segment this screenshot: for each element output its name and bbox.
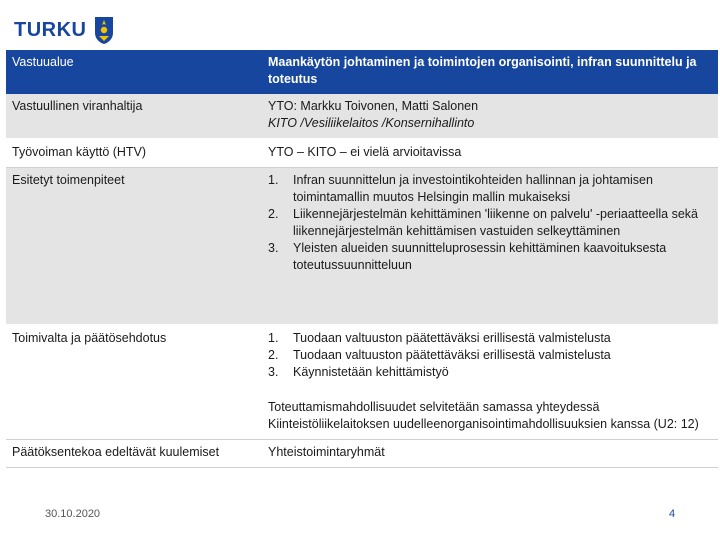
table-row [6,168,718,326]
row-value-line: YTO: Markku Toivonen, Matti Salonen [268,99,479,113]
list-number: 3. [268,365,279,379]
row-value: Maankäytön johtaminen ja toimintojen organisointi, infran suunnittelu ja toteutus [256,50,718,94]
table-row [6,139,718,168]
row-value: YTO – KITO – ei vielä arvioitavissa [256,139,718,168]
list-item [268,172,712,206]
list-text: Liikennejärjestelmän kehittäminen 'liikenne on palvelu' -periaatteella sekä liikennejärjestelmän kehittämisen vastuiden selkeyttäminen [293,207,699,238]
list-number: 3. [268,241,279,255]
footer-date: 30.10.2020 [45,508,101,520]
measures-list [268,172,712,274]
list-item [268,330,712,347]
list-number: 2. [268,348,279,362]
row-value: Yhteistoimintaryhmät [256,440,718,468]
list-item [268,364,712,381]
row-label: Vastuullinen viranhaltija [6,94,256,139]
list-number: 2. [268,207,279,221]
row-label: Työvoiman käyttö (HTV) [6,139,256,168]
responsibility-table [6,50,718,468]
list-text: Yleisten alueiden suunnitteluprosessin kehittäminen kaavoituksesta toteutussuunnitteluun [293,241,667,272]
table-row [6,440,718,468]
list-number: 1. [268,331,279,345]
turku-logo [14,14,115,46]
row-label: Vastuualue [6,50,256,94]
list-text: Infran suunnittelun ja investointikohteiden hallinnan ja johtamisen toimintamallin muutos Helsingin mallin mukaiseksi [293,173,653,204]
list-item [268,240,712,274]
row-value [256,94,718,139]
decision-note: Toteuttamismahdollisuudet selvitetään samassa yhteydessä Kiinteistöliikelaitoksen uudelleenorganisointimahdollisuuksien kanssa (U2: 12) [268,400,699,431]
list-number: 1. [268,173,279,187]
list-item [268,347,712,364]
list-text: Tuodaan valtuuston päätettäväksi erillisestä valmistelusta [293,331,611,345]
table-row [6,94,718,139]
city-crest-icon [93,15,115,45]
row-value [256,168,718,326]
row-label: Toimivalta ja päätösehdotus [6,325,256,440]
row-label: Esitetyt toimenpiteet [6,168,256,326]
table-row [6,50,718,94]
logo-text: TURKU [14,18,87,41]
list-item [268,206,712,240]
row-value-line: KITO /Vesiliikelaitos /Konsernihallinto [268,116,475,130]
decision-list [268,330,712,381]
row-value [256,325,718,440]
row-label: Päätöksentekoa edeltävät kuulemiset [6,440,256,468]
page-number: 4 [669,508,676,520]
list-text: Tuodaan valtuuston päätettäväksi erillisestä valmistelusta [293,348,611,362]
list-text: Käynnistetään kehittämistyö [293,365,449,379]
table-row [6,325,718,440]
